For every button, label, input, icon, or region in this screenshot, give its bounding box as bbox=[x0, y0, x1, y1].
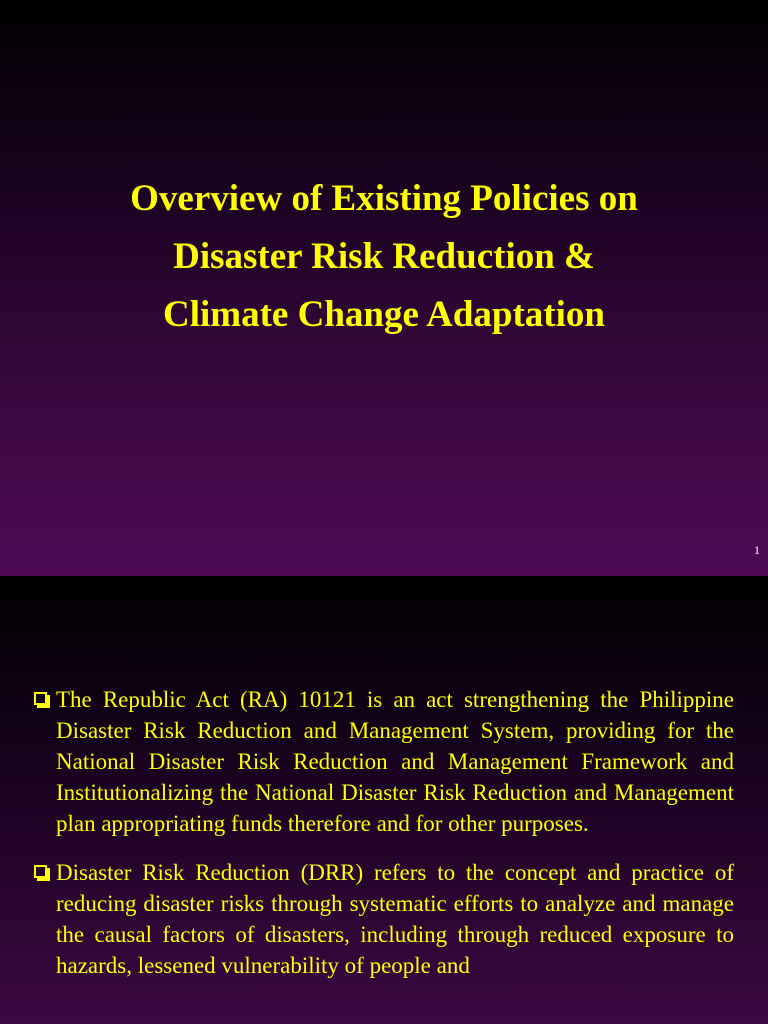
title-line-1: Overview of Existing Policies on bbox=[130, 178, 638, 219]
slide-2 bbox=[0, 576, 768, 1024]
bullet-list bbox=[0, 684, 768, 999]
bullet-item-ra-10121 bbox=[34, 684, 734, 839]
title-line-3: Climate Change Adaptation bbox=[163, 294, 605, 335]
bullet-item-drr-definition bbox=[34, 857, 734, 981]
hollow-square-bullet-icon bbox=[34, 865, 47, 878]
slide-title bbox=[40, 170, 728, 344]
bullet-text: The Republic Act (RA) 10121 is an act strengthening the Philippine Disaster Risk Reduction and Management System, providing for the National Disaster Risk Reduction and Management Framework and Institutionalizing the National Disaster Risk Reduction and Management plan appropriating funds therefore and for other purposes. bbox=[56, 687, 734, 836]
page-number: 1 bbox=[754, 543, 760, 557]
bullet-text: Disaster Risk Reduction (DRR) refers to the concept and practice of reducing disaster risks through systematic efforts to analyze and manage the causal factors of disasters, including through reduced exposure to hazards, lessened vulnerability of people and bbox=[56, 860, 734, 978]
title-line-2: Disaster Risk Reduction & bbox=[173, 236, 595, 277]
hollow-square-bullet-icon bbox=[34, 692, 47, 705]
